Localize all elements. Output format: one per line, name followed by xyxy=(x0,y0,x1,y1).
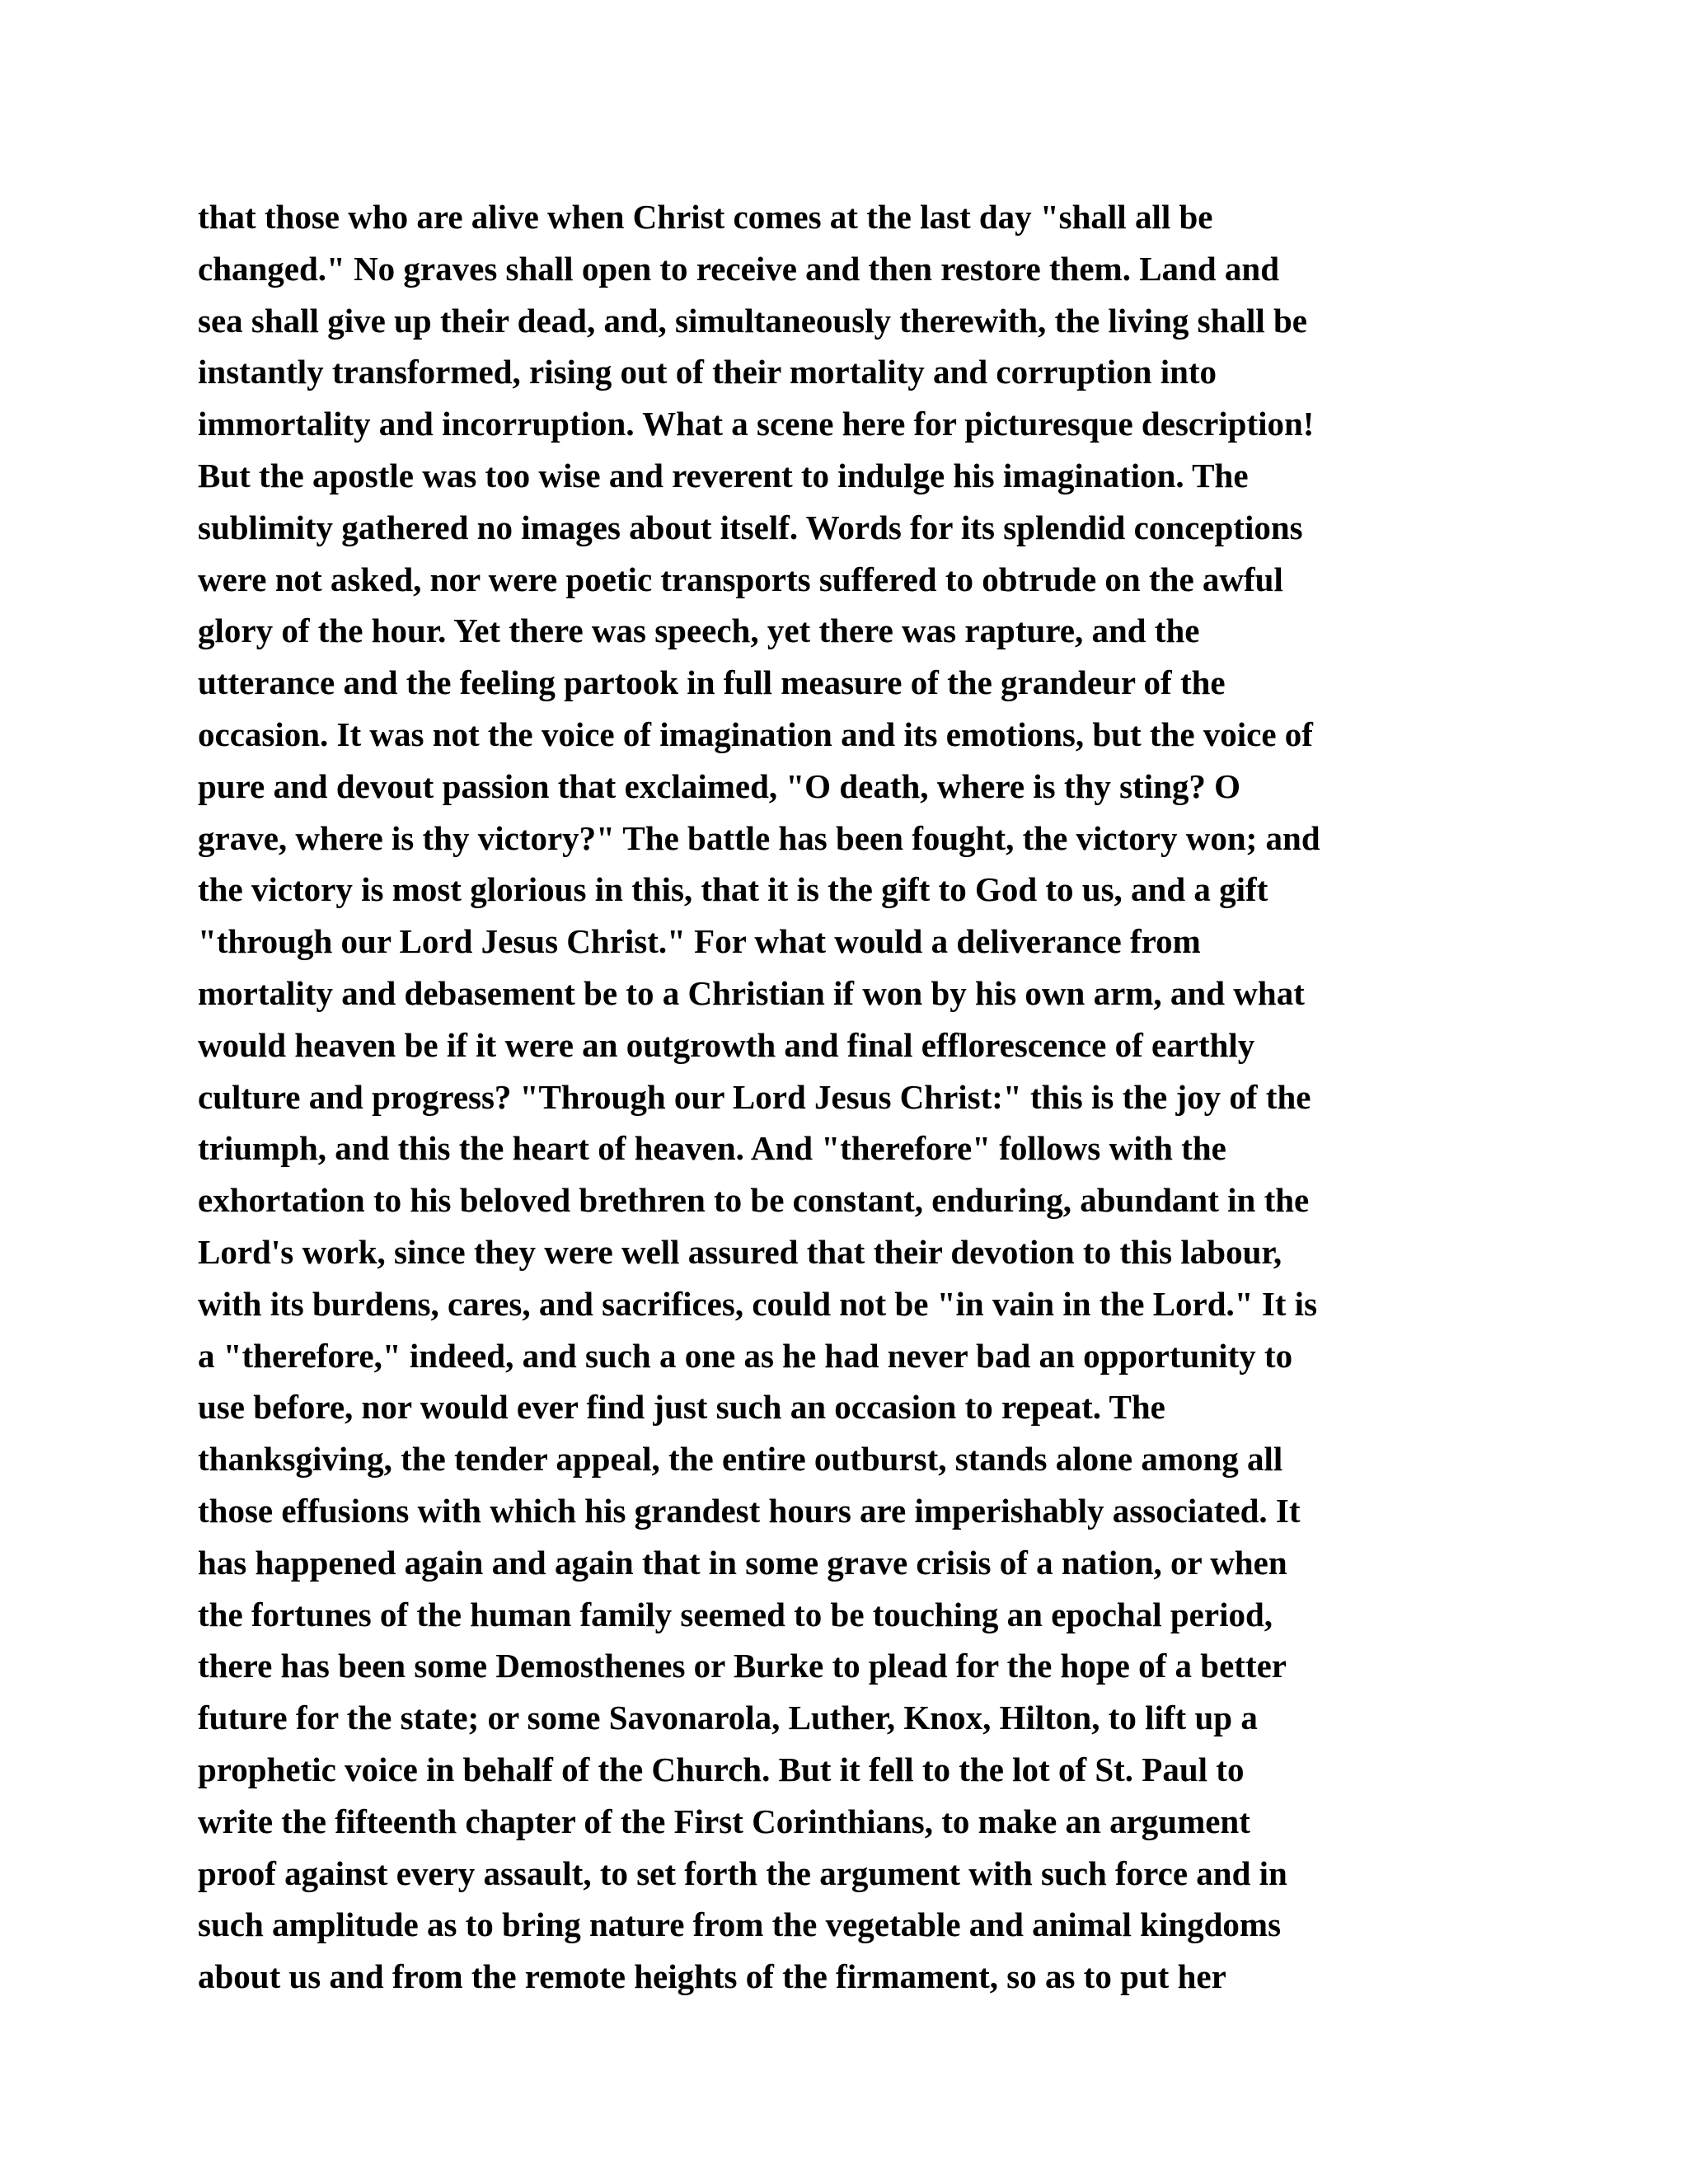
text-line: instantly transformed, rising out of their mortality and corruption into xyxy=(198,353,1217,391)
text-line: grave, where is thy victory?" The battle has been fought, the victory won; and xyxy=(198,818,1320,857)
text-line: that those who are alive when Christ comes at the last day "shall all be xyxy=(198,198,1213,236)
text-line: with its burdens, cares, and sacrifices, could not be "in vain in the Lord." It is xyxy=(198,1284,1318,1323)
text-line: such amplitude as to bring nature from the vegetable and animal kingdoms xyxy=(198,1905,1282,1944)
text-line: triumph, and this the heart of heaven. And "therefore" follows with the xyxy=(198,1129,1226,1168)
text-line: utterance and the feeling partook in full measure of the grandeur of the xyxy=(198,663,1226,702)
text-line: prophetic voice in behalf of the Church. But it fell to the lot of St. Paul to xyxy=(198,1750,1245,1788)
text-line: pure and devout passion that exclaimed, "O death, where is thy sting? O xyxy=(198,766,1241,805)
text-line: thanksgiving, the tender appeal, the entire outburst, stands alone among all xyxy=(198,1440,1283,1479)
text-line: the fortunes of the human family seemed to be touching an epochal period, xyxy=(198,1595,1273,1633)
text-line: sublimity gathered no images about itself. Words for its splendid conceptions xyxy=(198,508,1303,546)
text-line: those effusions with which his grandest hours are imperishably associated. It xyxy=(198,1491,1301,1530)
body-text xyxy=(198,191,1500,2003)
text-line: glory of the hour. Yet there was speech, yet there was rapture, and the xyxy=(198,612,1200,650)
text-line: write the fifteenth chapter of the First Corinthians, to make an argument xyxy=(198,1802,1250,1840)
text-line: culture and progress? "Through our Lord Jesus Christ:" this is the joy of the xyxy=(198,1077,1311,1116)
text-line: has happened again and again that in some grave crisis of a nation, or when xyxy=(198,1543,1287,1582)
text-line: sea shall give up their dead, and, simultaneously therewith, the living shall be xyxy=(198,301,1307,340)
text-line: about us and from the remote heights of the firmament, so as to put her xyxy=(198,1957,1226,1996)
text-line: the victory is most glorious in this, that it is the gift to God to us, and a gift xyxy=(198,870,1268,909)
text-line: would heaven be if it were an outgrowth and final efflorescence of earthly xyxy=(198,1025,1255,1064)
text-line: mortality and debasement be to a Christian if won by his own arm, and what xyxy=(198,973,1305,1012)
text-line: use before, nor would ever find just such an occasion to repeat. The xyxy=(198,1388,1165,1427)
text-line: were not asked, nor were poetic transports suffered to obtrude on the awful xyxy=(198,560,1283,598)
text-line: immortality and incorruption. What a scene here for picturesque description! xyxy=(198,405,1315,443)
text-line: changed." No graves shall open to receive and then restore them. Land and xyxy=(198,249,1279,288)
text-line: occasion. It was not the voice of imagination and its emotions, but the voice of xyxy=(198,715,1313,753)
text-line: "through our Lord Jesus Christ." For what would a deliverance from xyxy=(198,922,1201,961)
text-line: a "therefore," indeed, and such a one as he had never bad an opportunity to xyxy=(198,1336,1293,1375)
text-line: But the apostle was too wise and reverent to indulge his imagination. The xyxy=(198,456,1249,494)
text-line: Lord's work, since they were well assured that their devotion to this labour, xyxy=(198,1232,1282,1271)
text-line: there has been some Demosthenes or Burke to plead for the hope of a better xyxy=(198,1647,1287,1685)
text-line: proof against every assault, to set forth the argument with such force and in xyxy=(198,1854,1287,1892)
text-line: exhortation to his beloved brethren to be constant, enduring, abundant in the xyxy=(198,1181,1310,1220)
text-line: future for the state; or some Savonarola, Luther, Knox, Hilton, to lift up a xyxy=(198,1699,1258,1737)
